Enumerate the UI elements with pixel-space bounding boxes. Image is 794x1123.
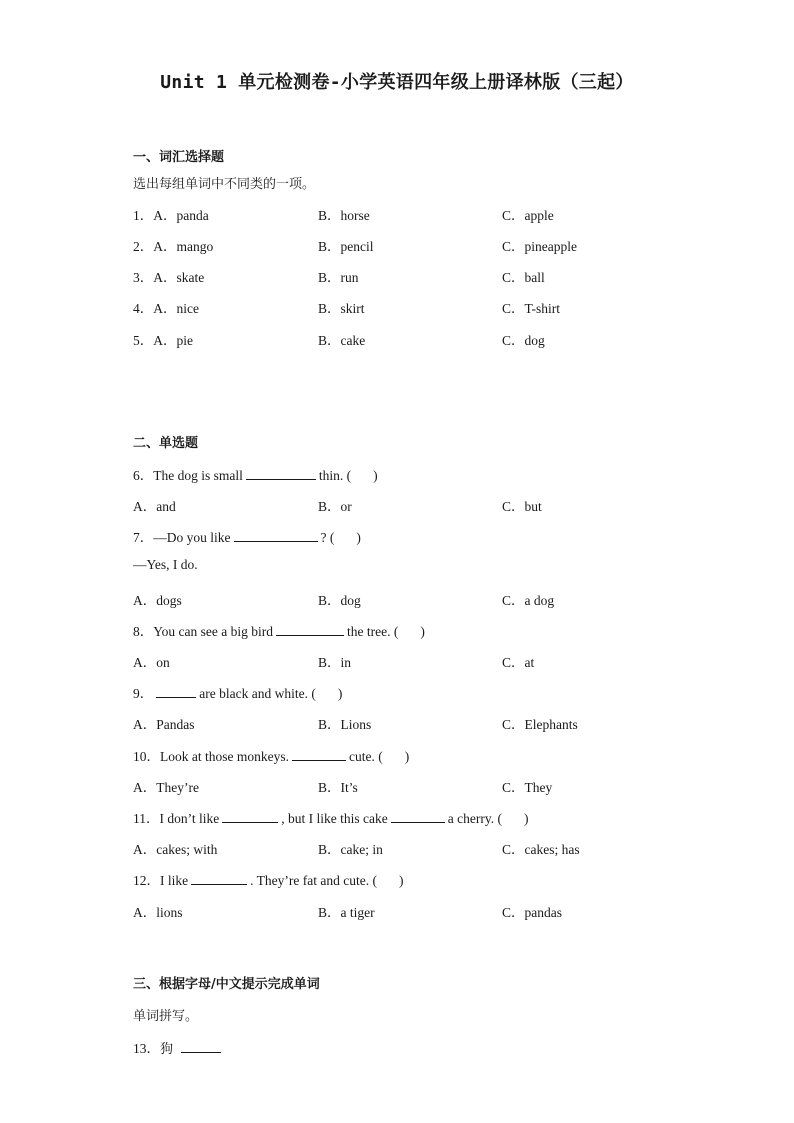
q3-option-c: C．ball (502, 270, 545, 285)
question-5: 5．A．pie (133, 333, 193, 348)
q9-option-a: A．Pandas (133, 717, 195, 732)
q10-option-b: B．It’s (318, 780, 358, 795)
answer-blank (246, 467, 316, 480)
answer-blank (181, 1040, 221, 1053)
q8-option-a: A．on (133, 655, 170, 670)
q11-option-b: B．cake; in (318, 842, 383, 857)
question-8: 8．You can see a big bird the tree. ( ) (133, 624, 425, 639)
question-12: 12．I like . They’re fat and cute. ( ) (133, 873, 404, 888)
question-4: 4．A．nice (133, 301, 199, 316)
q5-option-c: C．dog (502, 333, 545, 348)
q7-option-a: A．dogs (133, 593, 182, 608)
answer-blank (156, 685, 196, 698)
section2-heading: 二、单选题 (133, 436, 199, 451)
q11-option-a: A．cakes; with (133, 842, 218, 857)
q8-option-b: B．in (318, 655, 352, 670)
answer-blank (234, 529, 318, 542)
question-11: 11．I don’t like , but I like this cake a cherry. ( ) (133, 811, 529, 826)
q5-option-b: B．cake (318, 333, 366, 348)
q12-option-c: C．pandas (502, 905, 562, 920)
q7-option-b: B．dog (318, 593, 361, 608)
section3-heading: 三、根据字母/中文提示完成单词 (133, 977, 320, 992)
q12-option-b: B．a tiger (318, 905, 375, 920)
q2-option-b: B．pencil (318, 239, 374, 254)
q9-option-c: C．Elephants (502, 717, 578, 732)
q9-option-b: B．Lions (318, 717, 372, 732)
q7-option-c: C．a dog (502, 593, 555, 608)
q2-option-c: C．pineapple (502, 239, 577, 254)
question-13: 13．狗 (133, 1037, 224, 1057)
q8-option-c: C．at (502, 655, 535, 670)
q11-option-c: C．cakes; has (502, 842, 580, 857)
q6-option-a: A．and (133, 499, 176, 514)
q10-option-a: A．They’re (133, 780, 199, 795)
q6-option-b: B．or (318, 499, 352, 514)
answer-blank (222, 810, 278, 823)
q6-option-c: C．but (502, 499, 542, 514)
section1-heading: 一、词汇选择题 (133, 150, 225, 165)
answer-blank (191, 872, 247, 885)
q10-option-c: C．They (502, 780, 553, 795)
page-title: Unit 1 单元检测卷-小学英语四年级上册译林版（三起） (160, 72, 634, 93)
answer-blank (391, 810, 445, 823)
q1-option-c: C．apple (502, 208, 554, 223)
answer-blank (276, 623, 344, 636)
question-2: 2．A．mango (133, 239, 214, 254)
q1-option-b: B．horse (318, 208, 370, 223)
q12-option-a: A．lions (133, 905, 183, 920)
section3-instruction: 单词拼写。 (133, 1009, 199, 1024)
question-9: 9． are black and white. ( ) (133, 686, 343, 701)
answer-blank (292, 748, 346, 761)
section1-instruction: 选出每组单词中不同类的一项。 (133, 177, 316, 192)
q7-answer-line: —Yes, I do. (133, 557, 198, 572)
question-6: 6．The dog is small thin. ( ) (133, 468, 378, 483)
question-10: 10．Look at those monkeys. cute. ( ) (133, 749, 410, 764)
q4-option-b: B．skirt (318, 301, 365, 316)
question-7: 7．—Do you like ? ( ) (133, 530, 361, 545)
question-1: 1．A．panda (133, 208, 209, 223)
q4-option-c: C．T-shirt (502, 301, 561, 316)
q3-option-b: B．run (318, 270, 359, 285)
question-3: 3．A．skate (133, 270, 205, 285)
